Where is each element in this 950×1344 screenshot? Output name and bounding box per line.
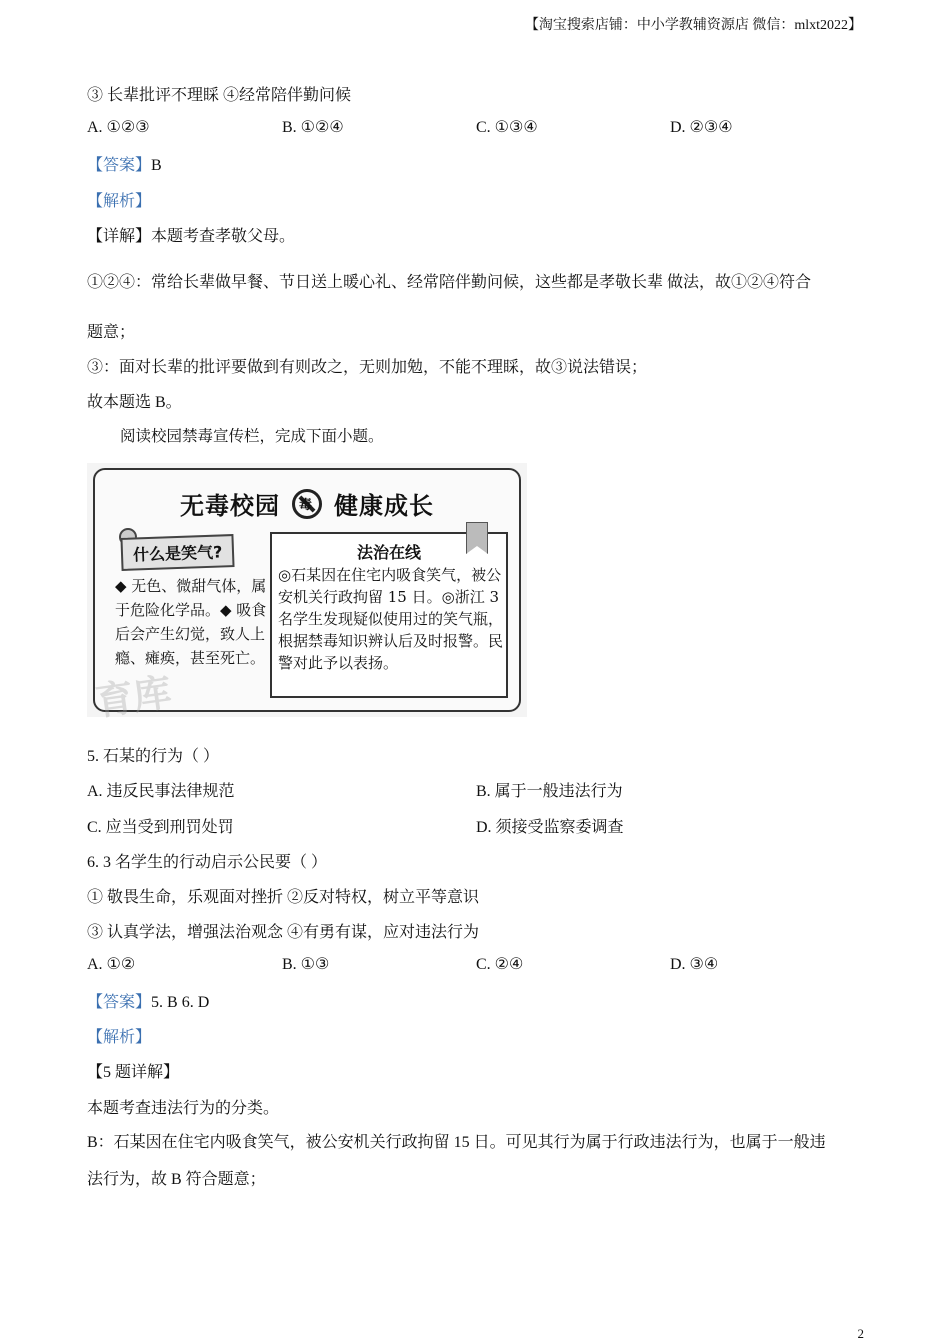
poster-left-text: ◆ 无色、微甜气体，属于危险化学品。◆ 吸食后会产生幻觉，致人上瘾、瘫痪，甚至死亡。 xyxy=(115,577,267,667)
poster-title xyxy=(95,486,519,521)
q5-detail-line-1: 本题考查违法行为的分类。 xyxy=(87,1100,280,1117)
page-number: 2 xyxy=(857,1326,864,1341)
poster-right-box xyxy=(270,532,508,698)
q4-paragraph-1-cont: 题意； xyxy=(87,324,136,341)
q5-stem: 5. 石某的行为（ ） xyxy=(87,748,220,765)
poster-watermark: 育库 xyxy=(92,669,175,725)
q4-choice-d: D. ②③④ xyxy=(670,119,733,136)
answer-tag: 【答案】 xyxy=(87,157,152,174)
q4-choice-a: A. ①②③ xyxy=(87,119,150,136)
q4-paragraph-1: ①②④：常给长辈做早餐、节日送上暖心礼、经常陪伴勤问候，这些都是孝敬长辈 做法，故①②④符合 xyxy=(87,274,812,291)
q6-options-line-1: ① 敬畏生命，乐观面对挫折 ②反对特权，树立平等意识 xyxy=(87,889,480,906)
analysis-tag: 【解析】 xyxy=(87,1029,152,1046)
q6-choice-c: C. ②④ xyxy=(476,956,524,973)
answer-tag: 【答案】 xyxy=(87,994,152,1011)
q6-choice-d: D. ③④ xyxy=(670,956,719,973)
q4-paragraph-2: ③：面对长辈的批评要做到有则改之，无则加勉，不能不理睬，故③说法错误； xyxy=(87,359,648,376)
q4-paragraph-3: 故本题选 B。 xyxy=(87,394,182,411)
q4-answer xyxy=(87,152,162,175)
q5-choice-c: C. 应当受到刑罚处罚 xyxy=(87,819,234,836)
q5-choice-a: A. 违反民事法律规范 xyxy=(87,783,235,800)
poster-title-right: 健康成长 xyxy=(334,491,434,520)
poster-right-title: 法治在线 xyxy=(356,543,421,562)
q6-stem: 6. 3 名学生的行动启示公民要（ ） xyxy=(87,854,328,871)
q5-detail-heading: 【5 题详解】 xyxy=(87,1064,180,1081)
q4-detail: 【详解】本题考查孝敬父母。 xyxy=(87,228,296,245)
anti-drug-poster xyxy=(87,463,527,725)
analysis-tag: 【解析】 xyxy=(87,193,152,210)
reading-intro: 阅读校园禁毒宣传栏，完成下面小题。 xyxy=(120,428,384,445)
answer-value: 5. B 6. D xyxy=(151,994,210,1011)
q5-detail-line-3: 法行为，故 B 符合题意； xyxy=(87,1171,266,1188)
q6-choice-a: A. ①② xyxy=(87,956,136,973)
poster-title-left: 无毒校园 xyxy=(180,491,280,520)
q6-options-line-2: ③ 认真学法，增强法治观念 ④有勇有谋，应对违法行为 xyxy=(87,924,480,941)
page-header: 【淘宝搜索店铺：中小学教辅资源店 微信：mlxt2022】 xyxy=(524,18,862,33)
q4-option-line: ③ 长辈批评不理睬 ④经常陪伴勤问候 xyxy=(87,87,352,104)
q5-choice-d: D. 须接受监察委调查 xyxy=(476,819,624,836)
q5-choice-b: B. 属于一般违法行为 xyxy=(476,783,623,800)
poster-frame xyxy=(92,468,521,725)
q6-choice-b: B. ①③ xyxy=(282,956,330,973)
q4-choice-b: B. ①②④ xyxy=(282,119,344,136)
poster-left-title: 什么是笑气? xyxy=(120,534,234,571)
answer-value: B xyxy=(151,157,162,174)
answer-5-6 xyxy=(87,989,209,1012)
no-drug-icon xyxy=(292,489,322,519)
q5-detail-line-2: B：石某因在住宅内吸食笑气，被公安机关行政拘留 15 日。可见其行为属于行政违法行为，也属于一般违 xyxy=(87,1134,826,1151)
q4-choice-c: C. ①③④ xyxy=(476,119,538,136)
poster-right-text: ◎石某因在住宅内吸食笑气，被公安机关行政拘留 15 日。◎浙江 3 名学生发现疑似使用过的笑气瓶，根据禁毒知识辨认后及时报警。民警对此予以表扬。 xyxy=(278,566,504,672)
